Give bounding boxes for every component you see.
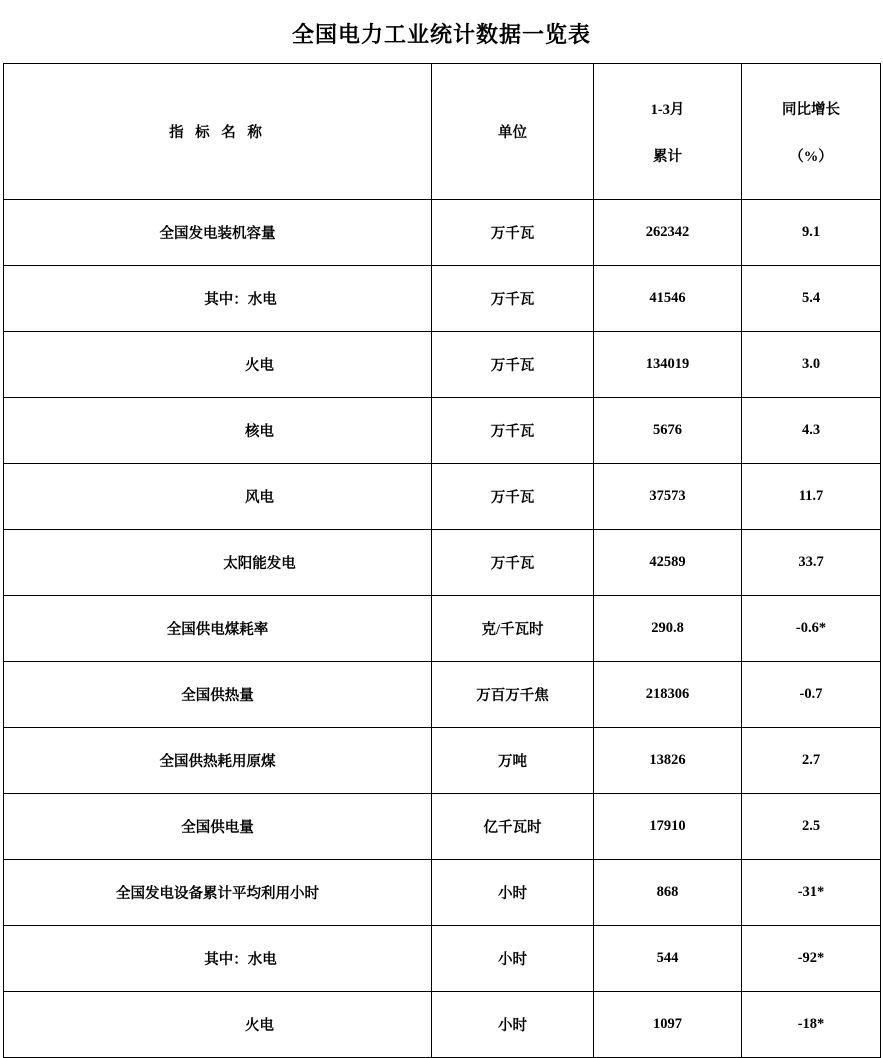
cell-period-total: 218306 bbox=[594, 662, 742, 728]
column-header-indicator-name: 指 标 名 称 bbox=[4, 64, 432, 200]
cell-period-total: 17910 bbox=[594, 794, 742, 860]
cell-indicator-name: 其中：水电 bbox=[4, 926, 432, 992]
statistics-table bbox=[3, 63, 881, 1058]
cell-yoy-growth: 9.1 bbox=[742, 200, 881, 266]
cell-unit: 万千瓦 bbox=[432, 266, 594, 332]
cell-period-total: 5676 bbox=[594, 398, 742, 464]
table-row bbox=[4, 200, 881, 266]
cell-unit: 小时 bbox=[432, 926, 594, 992]
cell-yoy-growth: 2.5 bbox=[742, 794, 881, 860]
cell-unit: 万千瓦 bbox=[432, 530, 594, 596]
cell-indicator-name: 火电 bbox=[4, 992, 432, 1058]
column-header-unit: 单位 bbox=[432, 64, 594, 200]
cell-indicator-name: 全国供电煤耗率 bbox=[4, 596, 432, 662]
table-row bbox=[4, 662, 881, 728]
cell-indicator-name: 太阳能发电 bbox=[4, 530, 432, 596]
column-header-yoy-line2: （%） bbox=[789, 148, 833, 165]
table-row bbox=[4, 794, 881, 860]
cell-yoy-growth: 2.7 bbox=[742, 728, 881, 794]
cell-yoy-growth: -31* bbox=[742, 860, 881, 926]
cell-indicator-name: 火电 bbox=[4, 332, 432, 398]
table-row bbox=[4, 860, 881, 926]
cell-period-total: 868 bbox=[594, 860, 742, 926]
cell-yoy-growth: 33.7 bbox=[742, 530, 881, 596]
cell-indicator-name: 风电 bbox=[4, 464, 432, 530]
cell-unit: 万千瓦 bbox=[432, 332, 594, 398]
cell-period-total: 42589 bbox=[594, 530, 742, 596]
cell-unit: 克/千瓦时 bbox=[432, 596, 594, 662]
cell-period-total: 37573 bbox=[594, 464, 742, 530]
cell-yoy-growth: -18* bbox=[742, 992, 881, 1058]
cell-yoy-growth: 3.0 bbox=[742, 332, 881, 398]
cell-yoy-growth: 4.3 bbox=[742, 398, 881, 464]
cell-unit: 小时 bbox=[432, 992, 594, 1058]
column-header-yoy-growth bbox=[742, 64, 881, 200]
column-header-period-total bbox=[594, 64, 742, 200]
table-row bbox=[4, 926, 881, 992]
cell-period-total: 262342 bbox=[594, 200, 742, 266]
cell-unit: 亿千瓦时 bbox=[432, 794, 594, 860]
page-title: 全国电力工业统计数据一览表 bbox=[291, 22, 591, 47]
cell-period-total: 13826 bbox=[594, 728, 742, 794]
cell-yoy-growth: -0.7 bbox=[742, 662, 881, 728]
column-header-yoy-line1: 同比增长 bbox=[782, 101, 840, 118]
cell-unit: 万吨 bbox=[432, 728, 594, 794]
cell-yoy-growth: 11.7 bbox=[742, 464, 881, 530]
cell-period-total: 41546 bbox=[594, 266, 742, 332]
cell-period-total: 290.8 bbox=[594, 596, 742, 662]
cell-indicator-name: 全国供热耗用原煤 bbox=[4, 728, 432, 794]
table-row bbox=[4, 728, 881, 794]
column-header-period-line2: 累计 bbox=[653, 148, 682, 165]
cell-period-total: 1097 bbox=[594, 992, 742, 1058]
cell-unit: 万千瓦 bbox=[432, 200, 594, 266]
table-header-row bbox=[4, 64, 881, 200]
table-row bbox=[4, 464, 881, 530]
cell-indicator-name: 其中：水电 bbox=[4, 266, 432, 332]
cell-indicator-name: 全国发电设备累计平均利用小时 bbox=[4, 860, 432, 926]
cell-indicator-name: 全国发电装机容量 bbox=[4, 200, 432, 266]
cell-period-total: 134019 bbox=[594, 332, 742, 398]
column-header-period-line1: 1-3月 bbox=[650, 101, 685, 118]
cell-indicator-name: 全国供热量 bbox=[4, 662, 432, 728]
cell-unit: 小时 bbox=[432, 860, 594, 926]
table-header bbox=[4, 64, 881, 200]
cell-period-total: 544 bbox=[594, 926, 742, 992]
table-row bbox=[4, 530, 881, 596]
table-row bbox=[4, 398, 881, 464]
cell-indicator-name: 核电 bbox=[4, 398, 432, 464]
cell-yoy-growth: 5.4 bbox=[742, 266, 881, 332]
table-row bbox=[4, 266, 881, 332]
table-body bbox=[4, 200, 881, 1058]
table-row bbox=[4, 596, 881, 662]
table-row bbox=[4, 992, 881, 1058]
cell-unit: 万千瓦 bbox=[432, 464, 594, 530]
cell-unit: 万百万千焦 bbox=[432, 662, 594, 728]
cell-unit: 万千瓦 bbox=[432, 398, 594, 464]
cell-yoy-growth: -0.6* bbox=[742, 596, 881, 662]
table-row bbox=[4, 332, 881, 398]
cell-yoy-growth: -92* bbox=[742, 926, 881, 992]
cell-indicator-name: 全国供电量 bbox=[4, 794, 432, 860]
